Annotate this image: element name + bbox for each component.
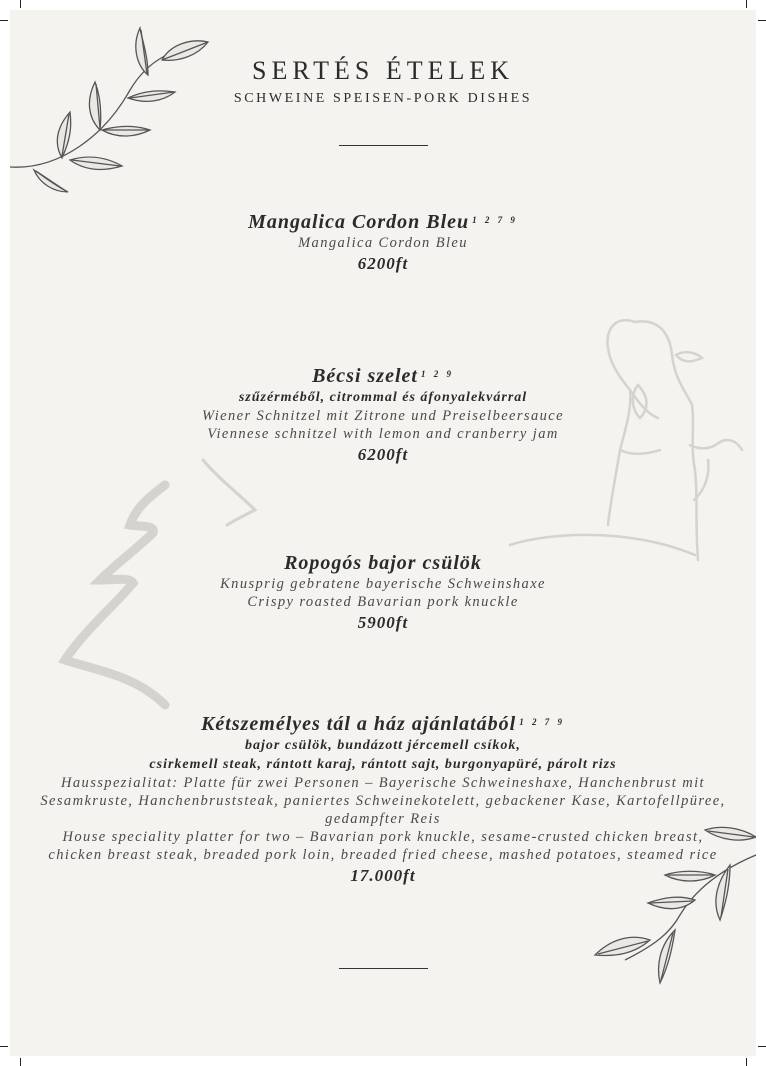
page-subtitle: SCHWEINE SPEISEN-PORK DISHES — [233, 91, 533, 106]
menu-item — [10, 712, 756, 887]
page-title: SERTÉS ÉTELEK — [251, 56, 515, 85]
crop-mark — [758, 1046, 766, 1047]
crop-mark — [0, 1046, 8, 1047]
dish-hungarian-description: szűzérméből, citrommal és áfonyalekvárral — [238, 390, 528, 405]
dish-name — [10, 712, 756, 736]
dish-description-de: Hausspezialitat: Platte für zwei Personen – Bayerische Schweineshaxe, Hanchenbrust mit Sesamkruste, Hanchenbruststeak, paniertes Schweinekotelett, gebackener Kase, Kartofellpüree, gedampfter Reis — [40, 775, 726, 827]
dish-hungarian-description: csirkemell steak, rántott karaj, rántott sajt, burgonyapüré, párolt rizs — [149, 757, 617, 772]
dish-description-de: Knusprig gebratene bayerische Schweinshaxe — [220, 576, 546, 592]
dish-description-de: Wiener Schnitzel mit Zitrone und Preiselbeersauce — [202, 408, 564, 424]
menu-page — [10, 10, 756, 1056]
dish-price: 6200ft — [357, 254, 409, 273]
dish-description-en: Viennese schnitzel with lemon and cranberry jam — [207, 426, 559, 442]
dish-name-text: Kétszemélyes tál a ház ajánlatából — [201, 713, 517, 735]
leaf-branch-icon — [10, 20, 220, 195]
dish-name-text: Bécsi szelet — [312, 365, 418, 387]
allergen-codes: 1 2 7 9 — [472, 215, 518, 225]
menu-item — [10, 551, 756, 634]
dish-hungarian-description: bajor csülök, bundázott jércemell csíkok, — [245, 738, 521, 753]
dish-price: 6200ft — [357, 445, 409, 464]
crop-mark — [746, 0, 747, 8]
allergen-codes: 1 2 7 9 — [519, 717, 565, 727]
crop-mark — [20, 0, 21, 8]
dish-name-text: Ropogós bajor csülök — [284, 552, 482, 574]
dish-description-en: Crispy roasted Bavarian pork knuckle — [247, 594, 519, 610]
menu-item — [10, 364, 756, 466]
divider — [339, 145, 428, 146]
dish-description-en: House speciality platter for two – Bavarian pork knuckle, sesame-crusted chicken breast, chicken breast steak, breaded pork loin, breaded fried cheese, mashed potatoes, steamed rice — [48, 829, 718, 863]
crop-mark — [20, 1058, 21, 1066]
crop-mark — [758, 20, 766, 21]
dish-name — [10, 364, 756, 388]
crop-mark — [746, 1058, 747, 1066]
dish-price: 17.000ft — [350, 866, 416, 885]
dish-name — [10, 551, 756, 575]
crop-mark — [0, 20, 8, 21]
divider — [339, 968, 428, 969]
allergen-codes: 1 2 9 — [420, 369, 454, 379]
menu-item — [10, 210, 756, 275]
dish-name — [10, 210, 756, 234]
dish-price: 5900ft — [357, 613, 409, 632]
dish-name-text: Mangalica Cordon Bleu — [248, 211, 470, 233]
dish-description: Mangalica Cordon Bleu — [298, 235, 468, 251]
